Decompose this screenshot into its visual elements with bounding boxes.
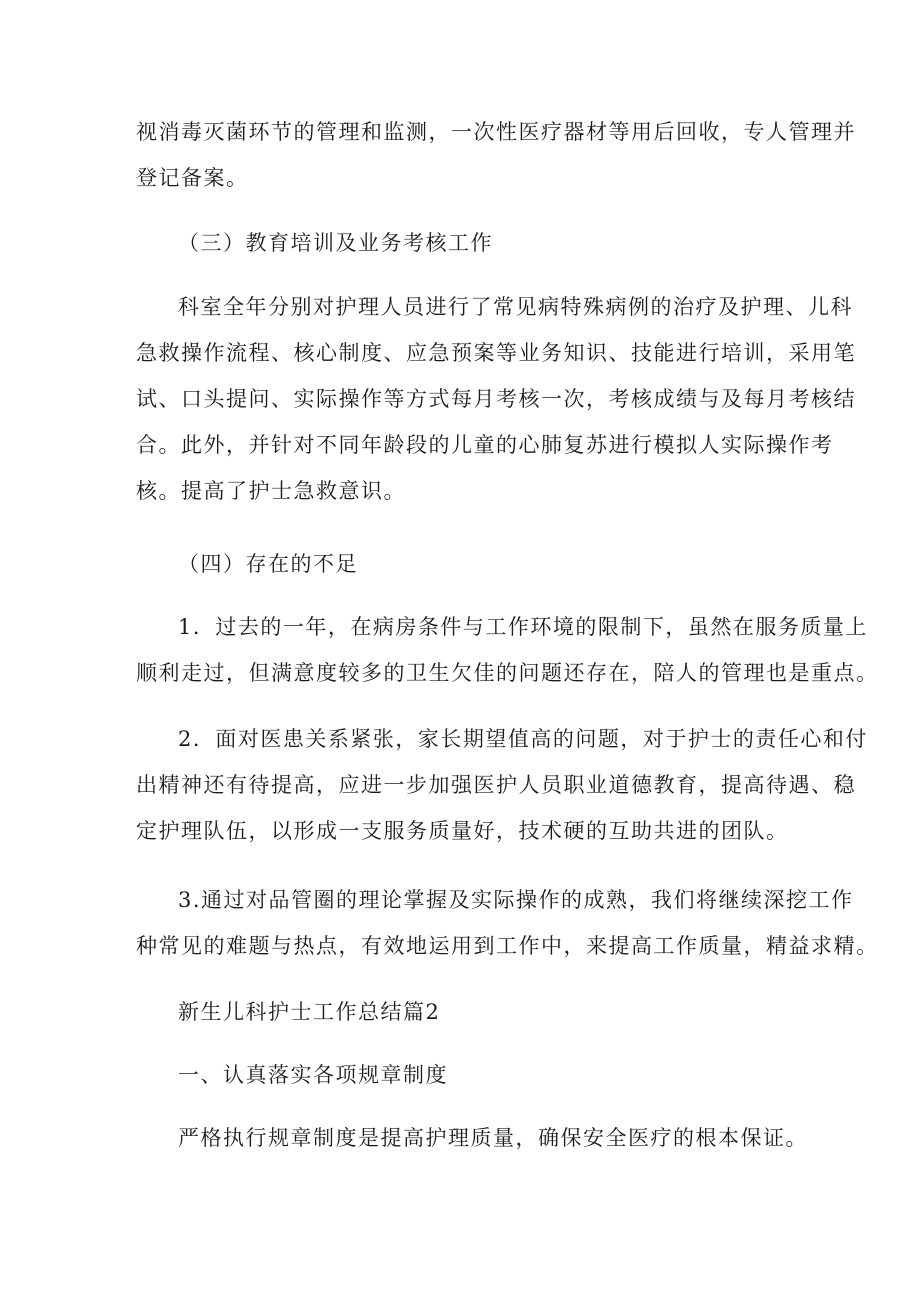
text-line: 出精神还有待提高，应进一步加强医护人员职业道德教育，提高待遇、稳 (136, 773, 856, 797)
article-title-2: 新生儿科护士工作总结篇2 (178, 1000, 441, 1024)
section-heading-rules: 一、认真落实各项规章制度 (178, 1063, 448, 1087)
section-heading-shortcomings: （四）存在的不足 (178, 552, 358, 576)
text-line: 急救操作流程、核心制度、应急预案等业务知识、技能进行培训，采用笔 (136, 341, 856, 365)
text-line: 1．过去的一年，在病房条件与工作环境的限制下，虽然在服务质量上 (178, 615, 868, 639)
text-line: 视消毒灭菌环节的管理和监测，一次性医疗器材等用后回收，专人管理并 (136, 120, 856, 144)
text-line: 顺利走过，但满意度较多的卫生欠佳的问题还存在，陪人的管理也是重点。 (136, 661, 879, 685)
text-line: 种常见的难题与热点，有效地运用到工作中，来提高工作质量，精益求精。 (136, 934, 879, 958)
text-line: 3.通过对品管圈的理论掌握及实际操作的成熟，我们将继续深挖工作 (178, 888, 854, 912)
list-item-2 (136, 716, 868, 854)
text-line: 定护理队伍，以形成一支服务质量好，技术硬的互助共进的团队。 (136, 819, 789, 843)
paragraph-disinfection (136, 109, 856, 201)
paragraph-rules: 严格执行规章制度是提高护理质量，确保安全医疗的根本保证。 (178, 1126, 808, 1150)
text-line: 科室全年分别对护理人员进行了常见病特殊病例的治疗及护理、儿科 (178, 295, 853, 319)
text-line: 试、口头提问、实际操作等方式每月考核一次，考核成绩与及每月考核结 (136, 387, 856, 411)
text-line: 2．面对医患关系紧张，家长期望值高的问题，对于护士的责任心和付 (178, 727, 868, 751)
paragraph-training (136, 284, 856, 514)
list-item-1 (136, 604, 879, 696)
text-line: 合。此外，并针对不同年龄段的儿童的心肺复苏进行模拟人实际操作考 (136, 433, 834, 457)
text-line: 核。提高了护士急救意识。 (136, 479, 406, 503)
list-item-3 (136, 877, 879, 969)
section-heading-education: （三）教育培训及业务考核工作 (178, 231, 493, 255)
text-line: 登记备案。 (136, 166, 249, 190)
